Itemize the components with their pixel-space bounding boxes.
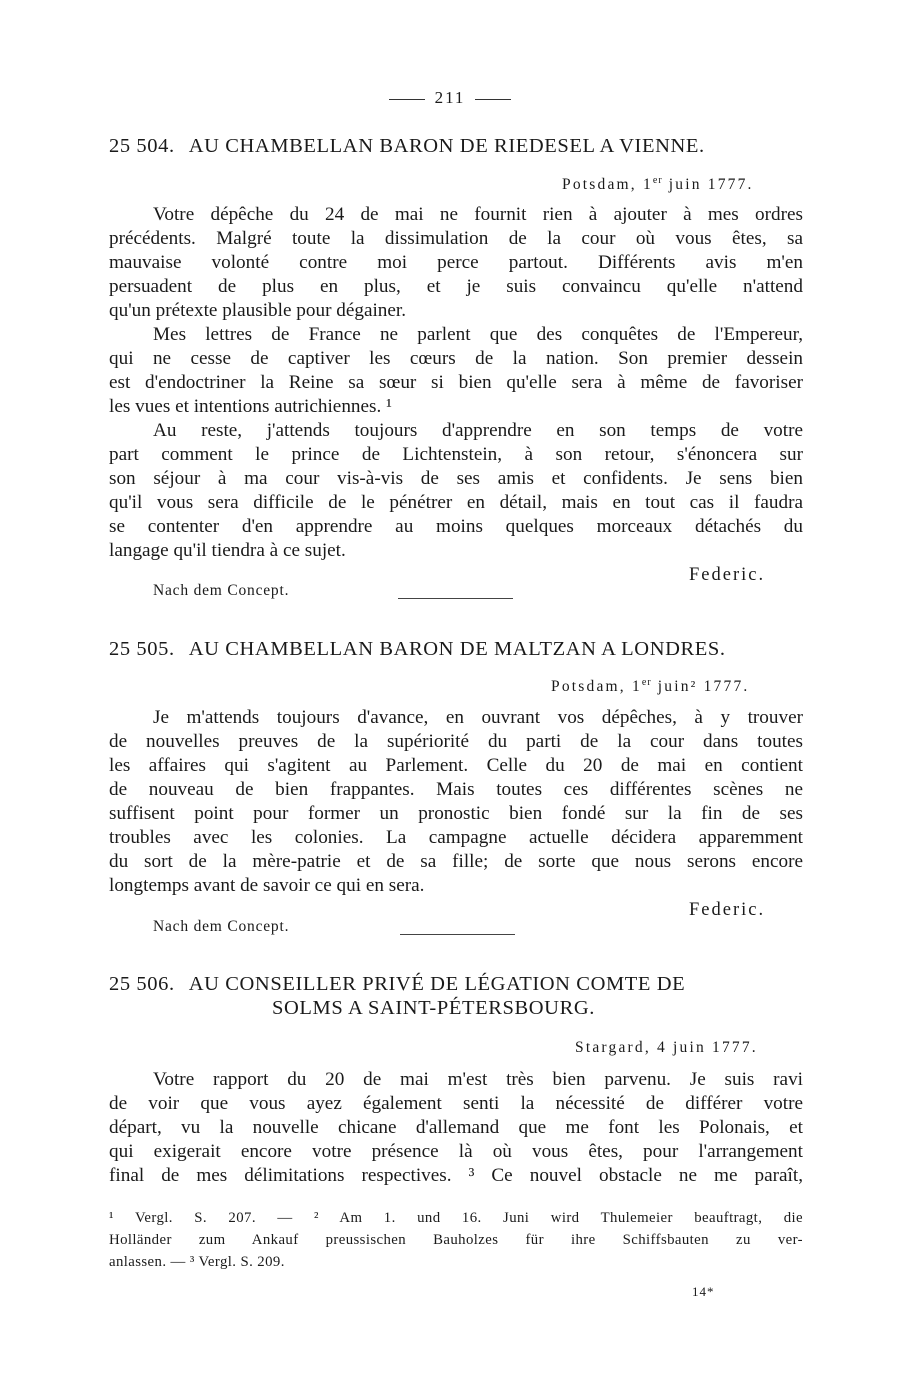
footnote-line: ¹ Vergl. S. 207. — ² Am 1. und 16. Juni wird Thulemeier beauftragt, die (109, 1210, 803, 1226)
letter-signature: Federic. (689, 565, 766, 585)
text-line: qui ne cesse de captiver les cœurs de la nation. Son premier dessein (109, 348, 803, 369)
letter-dateline (562, 175, 754, 194)
text-line: qui exigerait encore votre présence là où vous êtes, pour l'arrangement (109, 1141, 803, 1162)
text-line: Au reste, j'attends toujours d'apprendre en son temps de votre (153, 420, 803, 441)
letter-dateline: Stargard, 4 juin 1777. (575, 1039, 758, 1056)
text-line: mauvaise volonté contre moi perce partout. Différents avis m'en (109, 252, 803, 273)
letter-dateline (551, 677, 749, 696)
section-divider (400, 934, 515, 935)
letter-body (109, 203, 803, 563)
dateline-date: juin 1777. (662, 176, 754, 194)
page-number-text: 211 (434, 88, 466, 107)
text-line: Votre dépêche du 24 de mai ne fournit rien à ajouter à mes ordres (153, 204, 803, 225)
text-line: qu'il vous sera difficile de le pénétrer en détail, mais en tout cas il faudra (109, 492, 803, 513)
text-line: de voir que vous ayez également senti la nécessité de différer votre (109, 1093, 803, 1114)
page-number-dash-right (475, 99, 511, 100)
letter-heading (109, 973, 685, 996)
letter-heading (109, 135, 705, 158)
section-divider (398, 598, 513, 599)
footnote-line: anlassen. — ³ Vergl. S. 209. (109, 1254, 285, 1270)
text-line: persuadent de plus en plus, et je suis convaincu qu'elle n'attend (109, 276, 803, 297)
text-line: du sort de la mère-patrie et de sa fille; de sorte que nous serons encore (109, 851, 803, 872)
source-note: Nach dem Concept. (153, 918, 290, 935)
source-note: Nach dem Concept. (153, 582, 290, 599)
text-line: Mes lettres de France ne parlent que des conquêtes de l'Empereur, (153, 324, 803, 345)
text-line: départ, vu la nouvelle chicane d'allemand que me font les Polonais, et (109, 1117, 803, 1138)
footnote-line: Holländer zum Ankauf preussischen Bauholzes für ihre Schiffsbauten zu ver- (109, 1232, 803, 1248)
text-line: Votre rapport du 20 de mai m'est très bien parvenu. Je suis ravi (153, 1069, 803, 1090)
text-line: longtemps avant de savoir ce qui en sera. (109, 875, 425, 896)
letter-number: 25 506. (109, 973, 175, 995)
dateline-date: juin² 1777. (651, 678, 750, 696)
letter-title: AU CHAMBELLAN BARON DE MALTZAN A LONDRES. (188, 638, 726, 660)
text-line: qu'un prétexte plausible pour dégainer. (109, 300, 407, 321)
letter-title: AU CONSEILLER PRIVÉ DE LÉGATION COMTE DE (188, 973, 686, 995)
letter-number: 25 505. (109, 638, 175, 660)
text-line: se contenter d'en apprendre au moins quelques morceaux détachés du (109, 516, 803, 537)
text-line: de nouveau de bien frappantes. Mais toutes ces différentes scènes ne (109, 779, 803, 800)
footnotes (109, 1207, 803, 1273)
text-line: de nouvelles preuves de la supériorité du parti de la cour dans toutes (109, 731, 803, 752)
text-line: son séjour à ma cour vis-à-vis de ses amis et confidents. Je sens bien (109, 468, 803, 489)
dateline-place: Potsdam, 1 (551, 678, 642, 696)
text-line: est d'endoctriner la Reine sa sœur si bien qu'elle sera à même de favoriser (109, 372, 803, 393)
page-number (0, 88, 900, 108)
text-line: troubles avec les colonies. La campagne actuelle décidera apparemment (109, 827, 803, 848)
text-line: final de mes délimitations respectives. ³ Ce nouvel obstacle ne me paraît, (109, 1165, 803, 1186)
letter-body (109, 1068, 803, 1188)
text-line: langage qu'il tiendra à ce sujet. (109, 540, 346, 561)
letter-number: 25 504. (109, 135, 175, 157)
letter-title-continued: SOLMS A SAINT-PÉTERSBOURG. (272, 997, 595, 1019)
dateline-sup: er (652, 175, 663, 186)
letter-signature: Federic. (689, 900, 766, 920)
text-line: part comment le prince de Lichtenstein, à son retour, s'énoncera sur (109, 444, 803, 465)
text-line: Je m'attends toujours d'avance, en ouvrant vos dépêches, à y trouver (153, 707, 803, 728)
letter-title: AU CHAMBELLAN BARON DE RIEDESEL A VIENNE. (188, 135, 705, 157)
text-line: les vues et intentions autrichiennes. ¹ (109, 396, 392, 417)
text-line: suffisent point pour former un pronostic bien fondé sur la fin de ses (109, 803, 803, 824)
signature-mark: 14* (692, 1284, 715, 1299)
letter-body (109, 706, 803, 898)
dateline-place: Potsdam, 1 (562, 176, 653, 194)
text-line: les affaires qui s'agitent au Parlement. Celle du 20 de mai en contient (109, 755, 803, 776)
dateline-sup: er (641, 677, 652, 688)
letter-heading (109, 638, 726, 661)
page-number-dash-left (389, 99, 425, 100)
text-line: précédents. Malgré toute la dissimulation de la cour où vous êtes, sa (109, 228, 803, 249)
